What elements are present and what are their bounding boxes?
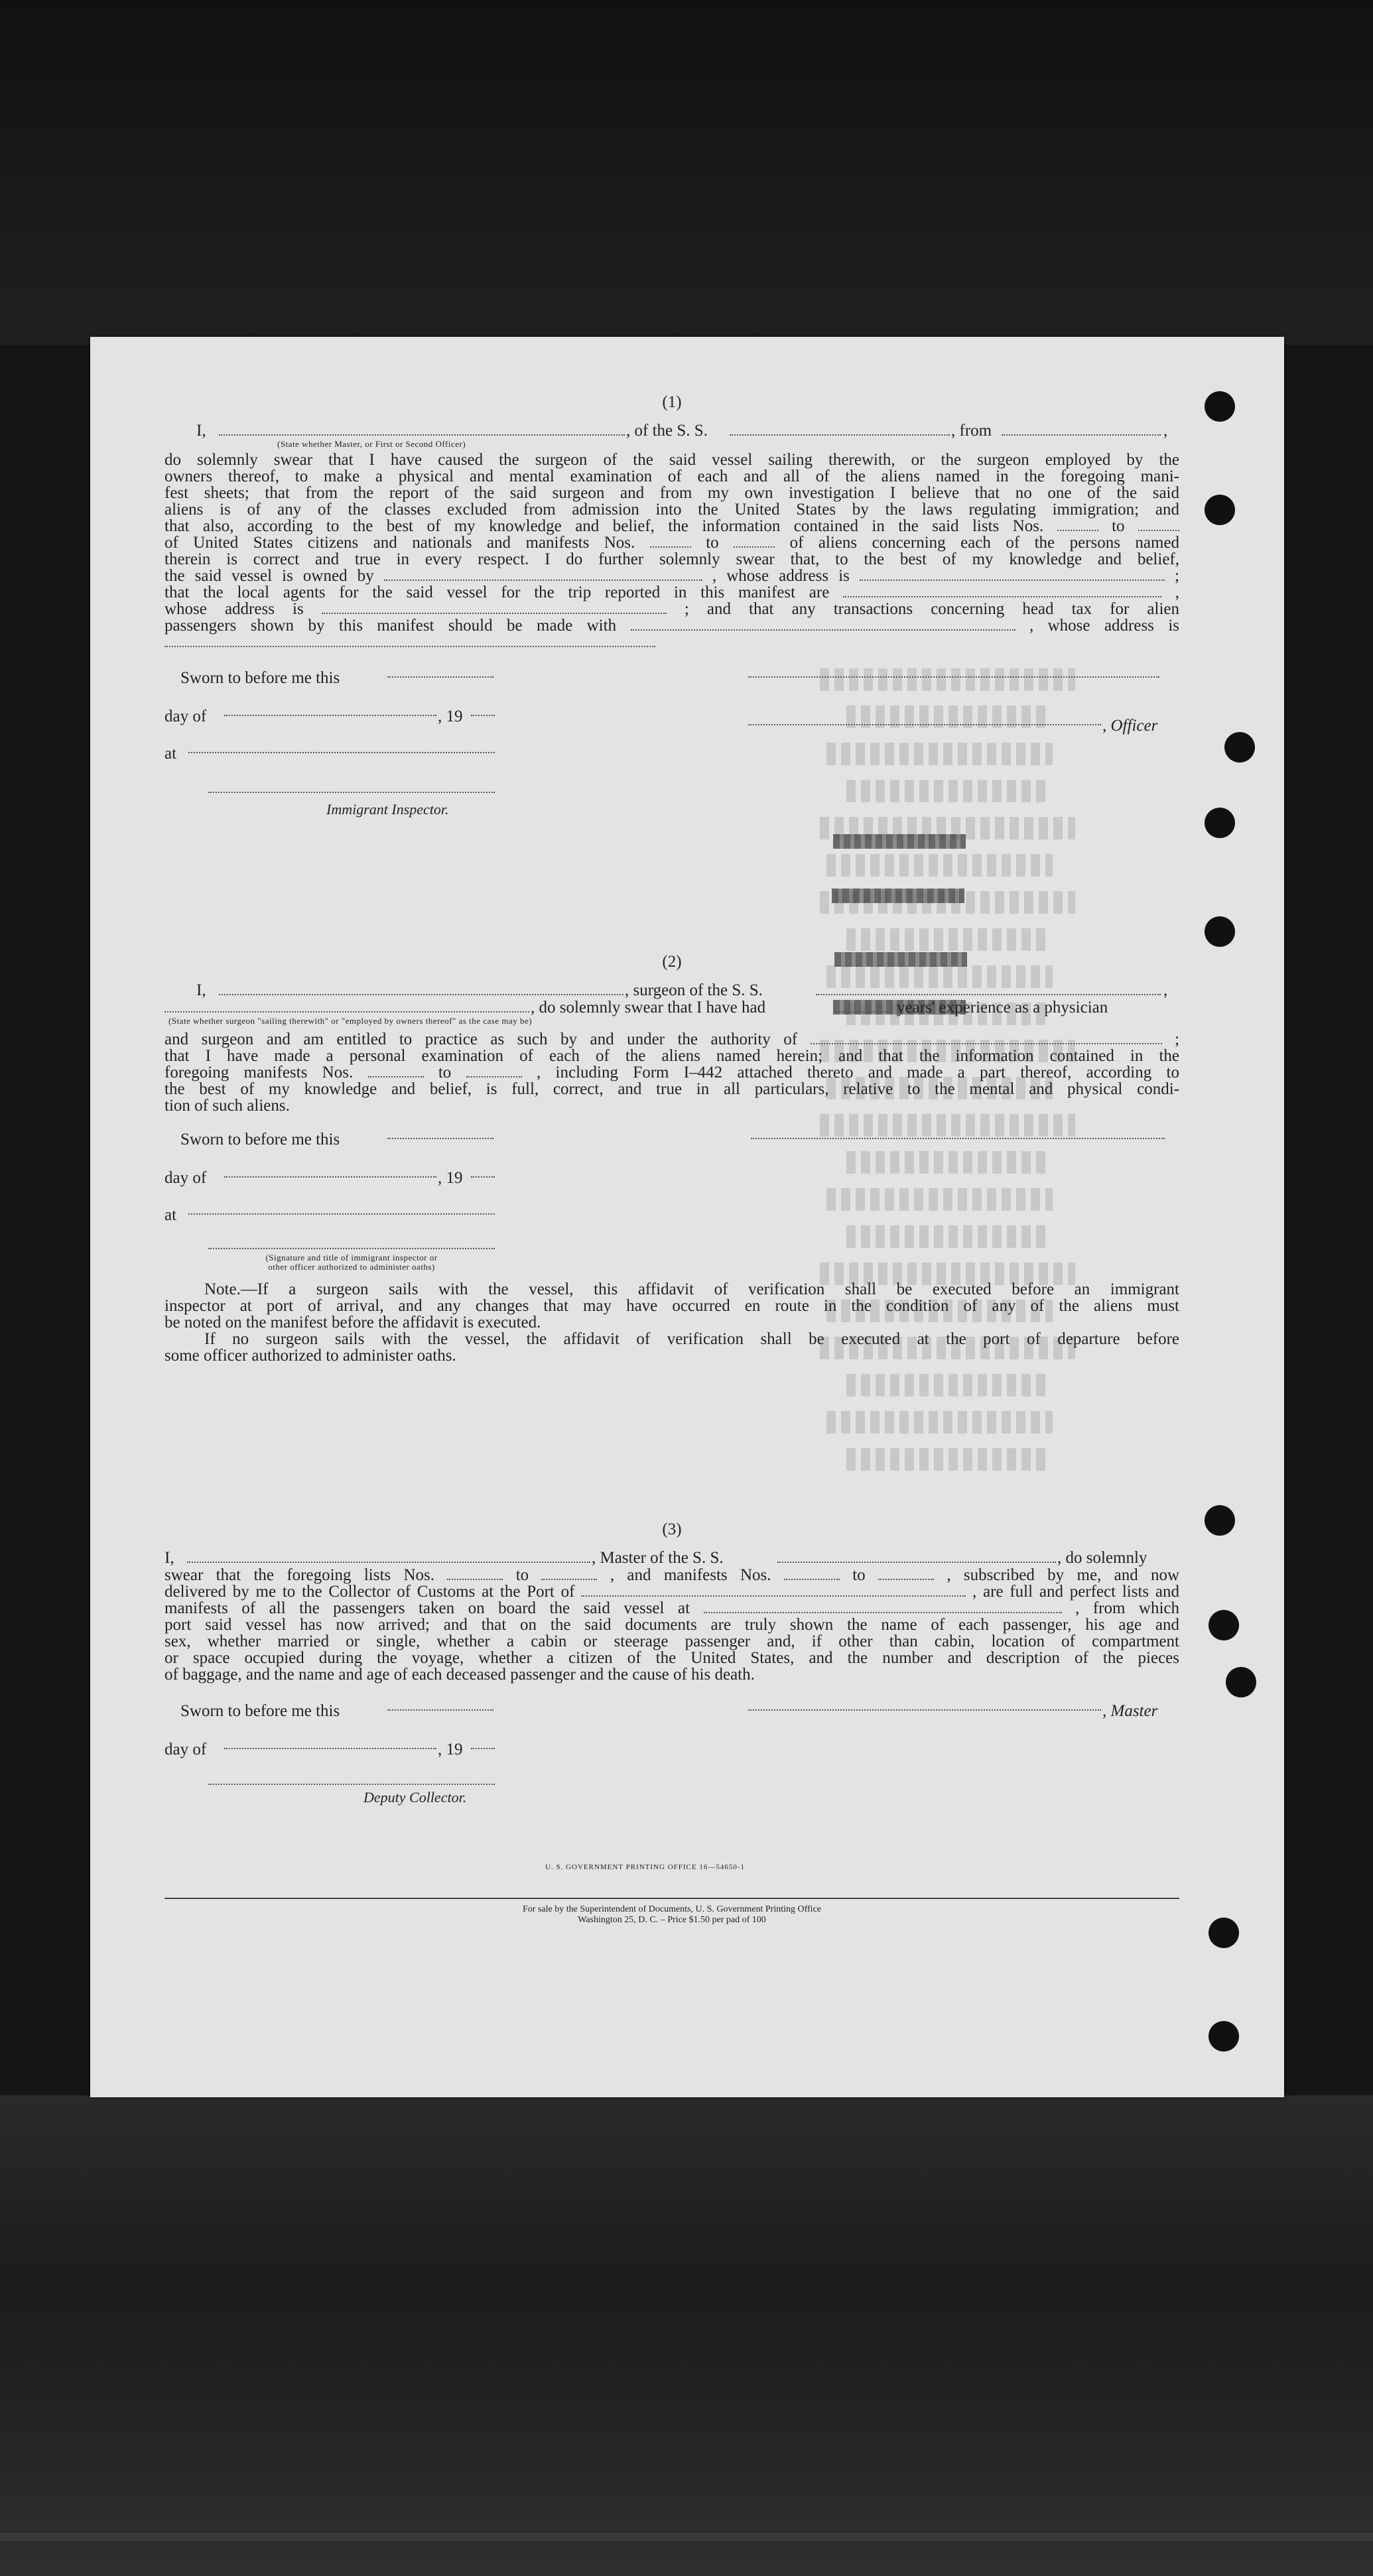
text: , whose address is bbox=[1029, 617, 1180, 635]
at-label: at bbox=[164, 1206, 177, 1224]
punch-hole bbox=[1209, 2021, 1239, 2052]
manifests-from-field[interactable] bbox=[784, 1567, 840, 1580]
para-line: that I have made a personal examination of each of the aliens named herein; and that the information contained in the bbox=[164, 1047, 1179, 1065]
para-line bbox=[164, 518, 1179, 534]
text: that the local agents for the said vessel for the trip reported in this manifest are bbox=[164, 583, 830, 601]
sworn-label: Sworn to before me this bbox=[180, 669, 340, 687]
address-line bbox=[164, 634, 1179, 648]
text: , and manifests Nos. bbox=[610, 1566, 771, 1584]
para-line bbox=[164, 584, 1179, 601]
text: ; and that any transactions concerning head tax for alien bbox=[684, 600, 1180, 618]
lists-to-field[interactable] bbox=[1138, 518, 1179, 531]
text: to bbox=[1112, 517, 1125, 535]
port-of-arrival-field[interactable] bbox=[581, 1583, 966, 1597]
text: , are full and perfect lists and bbox=[972, 1583, 1180, 1601]
note-line: some officer authorized to administer oaths. bbox=[164, 1347, 456, 1365]
at-label: at bbox=[164, 745, 177, 763]
section-number: (3) bbox=[662, 1520, 682, 1538]
punch-hole bbox=[1205, 495, 1235, 525]
manifests-from-field[interactable] bbox=[368, 1064, 424, 1077]
section-2-signatures bbox=[164, 1122, 1179, 1274]
para-line: sex, whether married or single, whether a cabin or steerage passenger and, if other than cabin, location of compartment bbox=[164, 1632, 1179, 1650]
section-number: (2) bbox=[662, 953, 682, 971]
text: , do solemnly bbox=[1057, 1549, 1147, 1567]
punch-hole bbox=[1205, 391, 1235, 422]
para-line: tion of such aliens. bbox=[164, 1097, 290, 1115]
at-place-field[interactable] bbox=[188, 752, 495, 753]
day-of-label: day of bbox=[164, 707, 207, 725]
note-line: inspector at port of arrival, and any changes that may have occurred en route in the condition of any of the aliens must bbox=[164, 1297, 1179, 1315]
label-of-ss: , of the S. S. bbox=[626, 422, 708, 440]
master-line bbox=[164, 1550, 1179, 1567]
collector-label: Deputy Collector. bbox=[363, 1789, 467, 1806]
para-line bbox=[164, 1600, 1179, 1617]
para-line bbox=[164, 601, 1179, 617]
text: , including Form I–442 attached thereto and made a part thereof, according to bbox=[536, 1064, 1179, 1081]
master-label: , Master bbox=[1102, 1702, 1158, 1720]
text: delivered by me to the Collector of Customs at the Port of bbox=[164, 1583, 575, 1601]
from-port-field[interactable] bbox=[1002, 422, 1161, 436]
sale-notice-line: Washington 25, D. C. – Price $1.50 per pad of 100 bbox=[578, 1915, 766, 1925]
surgeon-signature-field[interactable] bbox=[751, 1138, 1165, 1139]
note-line: be noted on the manifest before the affidavit is executed. bbox=[164, 1314, 541, 1331]
gpo-imprint: U. S. GOVERNMENT PRINTING OFFICE 16—54650-1 bbox=[545, 1863, 746, 1871]
para-line bbox=[164, 1567, 1179, 1583]
text: , subscribed by me, and now bbox=[947, 1566, 1180, 1584]
text: to bbox=[515, 1566, 529, 1584]
surgeon-name-field[interactable] bbox=[219, 982, 623, 995]
text: , from which bbox=[1075, 1599, 1180, 1617]
section-3-signatures bbox=[164, 1693, 1179, 1806]
text: the said vessel is owned by bbox=[164, 567, 374, 585]
para-line: aliens is of any of the classes excluded from admission into the United States by the laws regulating immigration; and bbox=[164, 501, 1179, 519]
lists-from-field[interactable] bbox=[1057, 518, 1098, 531]
authority-field[interactable] bbox=[811, 1031, 1162, 1044]
para-line: do solemnly swear that I have caused the surgeon of the said vessel sailing therewith, or the surgeon employed by the bbox=[164, 451, 1179, 469]
text: ; bbox=[1175, 567, 1180, 585]
punch-hole bbox=[1209, 1610, 1239, 1640]
para-line bbox=[164, 1583, 1179, 1600]
footer-rule bbox=[164, 1898, 1179, 1899]
sworn-label: Sworn to before me this bbox=[180, 1702, 340, 1720]
punch-hole bbox=[1226, 1667, 1256, 1697]
years-experience-field[interactable] bbox=[834, 999, 890, 1012]
officer-signature-field[interactable] bbox=[748, 676, 1159, 678]
para-line bbox=[164, 1064, 1179, 1081]
text: , whose address is bbox=[712, 567, 850, 585]
comma: , bbox=[1163, 422, 1168, 440]
day-of-label: day of bbox=[164, 1741, 207, 1758]
manifest-form-page bbox=[90, 337, 1284, 2097]
redaction-stamp bbox=[833, 834, 966, 849]
surgeon-status-field[interactable] bbox=[164, 999, 529, 1012]
sworn-label: Sworn to before me this bbox=[180, 1131, 340, 1148]
label-surgeon-ss: , surgeon of the S. S. bbox=[625, 981, 763, 999]
state-note: (State whether Master, or First or Second Officer) bbox=[277, 439, 466, 449]
text: and surgeon and am entitled to practice as such by and under the authority of bbox=[164, 1030, 798, 1048]
month-field[interactable] bbox=[224, 1748, 436, 1749]
para-line bbox=[164, 568, 1179, 584]
lists-to-field[interactable] bbox=[541, 1567, 597, 1580]
redaction-stamp bbox=[832, 889, 964, 903]
para-line: the best of my knowledge and belief, is full, correct, and true in all particulars, relative to the mental and physical condi- bbox=[164, 1080, 1179, 1098]
inspector-signature-field[interactable] bbox=[208, 1248, 495, 1249]
at-place-field[interactable] bbox=[188, 1213, 495, 1215]
port-of-embarkation-field[interactable] bbox=[704, 1600, 1062, 1613]
master-name-field[interactable] bbox=[187, 1550, 590, 1563]
year-label: , 19 bbox=[438, 1741, 463, 1758]
label-I: I, bbox=[164, 1549, 174, 1567]
label-from: , from bbox=[951, 422, 992, 440]
officer-label: , Officer bbox=[1102, 717, 1158, 735]
sale-notice-line: For sale by the Superintendent of Documents, U. S. Government Printing Office bbox=[523, 1904, 821, 1914]
manifests-to-field[interactable] bbox=[466, 1064, 522, 1077]
head-tax-contact-field[interactable] bbox=[631, 617, 1015, 631]
head-tax-address-field[interactable] bbox=[164, 634, 655, 647]
section-number: (1) bbox=[662, 393, 682, 411]
text: swear that the foregoing lists Nos. bbox=[164, 1566, 434, 1584]
signature-note: other officer authorized to administer oaths) bbox=[268, 1262, 435, 1272]
year-label: , 19 bbox=[438, 707, 463, 725]
officer-title-field[interactable] bbox=[748, 724, 1101, 725]
text: manifests of all the passengers taken on board the said vessel at bbox=[164, 1599, 690, 1617]
master-signature-field[interactable] bbox=[748, 1709, 1101, 1711]
text: whose address is bbox=[164, 600, 304, 618]
owner-address-field[interactable] bbox=[860, 568, 1165, 581]
state-note: (State whether surgeon "sailing therewith" or "employed by owners thereof" as the case may be) bbox=[168, 1016, 533, 1026]
inspector-signature-field[interactable] bbox=[208, 792, 495, 793]
punch-hole bbox=[1209, 1918, 1239, 1948]
para-line bbox=[164, 617, 1179, 634]
text: , bbox=[1175, 583, 1180, 601]
punch-hole bbox=[1205, 1505, 1235, 1536]
lists-from-field[interactable] bbox=[447, 1567, 503, 1580]
officer-name-field[interactable] bbox=[219, 422, 625, 436]
scanner-background-bottom bbox=[0, 2095, 1373, 2576]
collector-signature-field[interactable] bbox=[208, 1784, 495, 1785]
surgeon-line bbox=[164, 982, 1179, 999]
local-agents-field[interactable] bbox=[843, 584, 1161, 597]
para-line bbox=[164, 534, 1179, 551]
text: to bbox=[706, 534, 719, 552]
text: that also, according to the best of my knowledge and belief, the information contained in the said lists Nos. bbox=[164, 517, 1044, 535]
scanner-edge-stripe bbox=[0, 2533, 1373, 2541]
master-vessel-field[interactable] bbox=[777, 1550, 1056, 1563]
label-I: I, bbox=[196, 981, 206, 999]
section-1 bbox=[164, 394, 1179, 833]
month-field[interactable] bbox=[224, 715, 436, 716]
note-line: Note.—If a surgeon sails with the vessel, this affidavit of verification shall be executed before an immigrant bbox=[204, 1280, 1179, 1298]
text: passengers shown by this manifest should be made with bbox=[164, 617, 617, 635]
manifests-to-field[interactable] bbox=[734, 534, 775, 548]
section-1-signatures bbox=[164, 660, 1179, 833]
signature-note: (Signature and title of immigrant inspector or bbox=[265, 1253, 438, 1262]
vessel-name-field[interactable] bbox=[730, 422, 950, 436]
scanner-background-top bbox=[0, 0, 1373, 345]
text: years' experience as a physician bbox=[897, 999, 1108, 1016]
para-line: fest sheets; that from the report of the said surgeon and from my own investigation I believe that no one of the said bbox=[164, 484, 1179, 502]
label-I: I, bbox=[196, 422, 206, 440]
para-line: of baggage, and the name and age of each deceased passenger and the cause of his death. bbox=[164, 1666, 755, 1684]
punch-hole bbox=[1224, 732, 1255, 763]
officer-line bbox=[164, 422, 1179, 440]
punch-hole bbox=[1205, 808, 1235, 838]
text: of aliens concerning each of the persons named bbox=[789, 534, 1180, 552]
text: ; bbox=[1175, 1030, 1180, 1048]
manifests-to-field[interactable] bbox=[878, 1567, 934, 1580]
manifests-from-field[interactable] bbox=[650, 534, 691, 548]
day-of-label: day of bbox=[164, 1169, 207, 1187]
para-line bbox=[164, 1031, 1179, 1048]
month-field[interactable] bbox=[224, 1176, 436, 1178]
year-label: , 19 bbox=[438, 1169, 463, 1187]
sworn-date-field[interactable] bbox=[387, 1709, 493, 1711]
comma: , bbox=[1163, 981, 1168, 999]
text: foregoing manifests Nos. bbox=[164, 1064, 354, 1081]
text: of United States citizens and nationals and manifests Nos. bbox=[164, 534, 635, 552]
punch-hole bbox=[1205, 916, 1235, 947]
experience-line bbox=[164, 999, 1179, 1016]
text: , do solemnly swear that I have had bbox=[531, 999, 766, 1016]
sworn-date-field[interactable] bbox=[387, 676, 493, 678]
year-field[interactable] bbox=[471, 715, 495, 716]
sworn-date-field[interactable] bbox=[387, 1138, 493, 1139]
section-2 bbox=[164, 953, 1179, 1364]
year-field[interactable] bbox=[471, 1748, 495, 1749]
inspector-label: Immigrant Inspector. bbox=[326, 801, 449, 818]
owner-field[interactable] bbox=[384, 568, 702, 581]
note-line: If no surgeon sails with the vessel, the affidavit of verification shall be executed at the port of departure before bbox=[204, 1330, 1179, 1348]
para-line: owners thereof, to make a physical and mental examination of each and all of the aliens named in the foregoing mani- bbox=[164, 467, 1179, 485]
agents-address-field[interactable] bbox=[322, 601, 667, 614]
surgeon-note bbox=[164, 1281, 1179, 1364]
para-line: or space occupied during the voyage, whether a citizen of the United States, and the number and description of the pieces bbox=[164, 1649, 1179, 1667]
text: to bbox=[852, 1566, 866, 1584]
para-line: therein is correct and true in every respect. I do further solemnly swear that, to the best of my knowledge and belief, bbox=[164, 550, 1179, 568]
surgeon-vessel-field[interactable] bbox=[816, 982, 1161, 995]
year-field[interactable] bbox=[471, 1176, 495, 1178]
label-master-ss: , Master of the S. S. bbox=[592, 1549, 724, 1567]
text: to bbox=[438, 1064, 452, 1081]
section-3 bbox=[164, 1521, 1179, 1806]
para-line: port said vessel has now arrived; and that on the said documents are truly shown the name of each passenger, his age and bbox=[164, 1616, 1179, 1634]
